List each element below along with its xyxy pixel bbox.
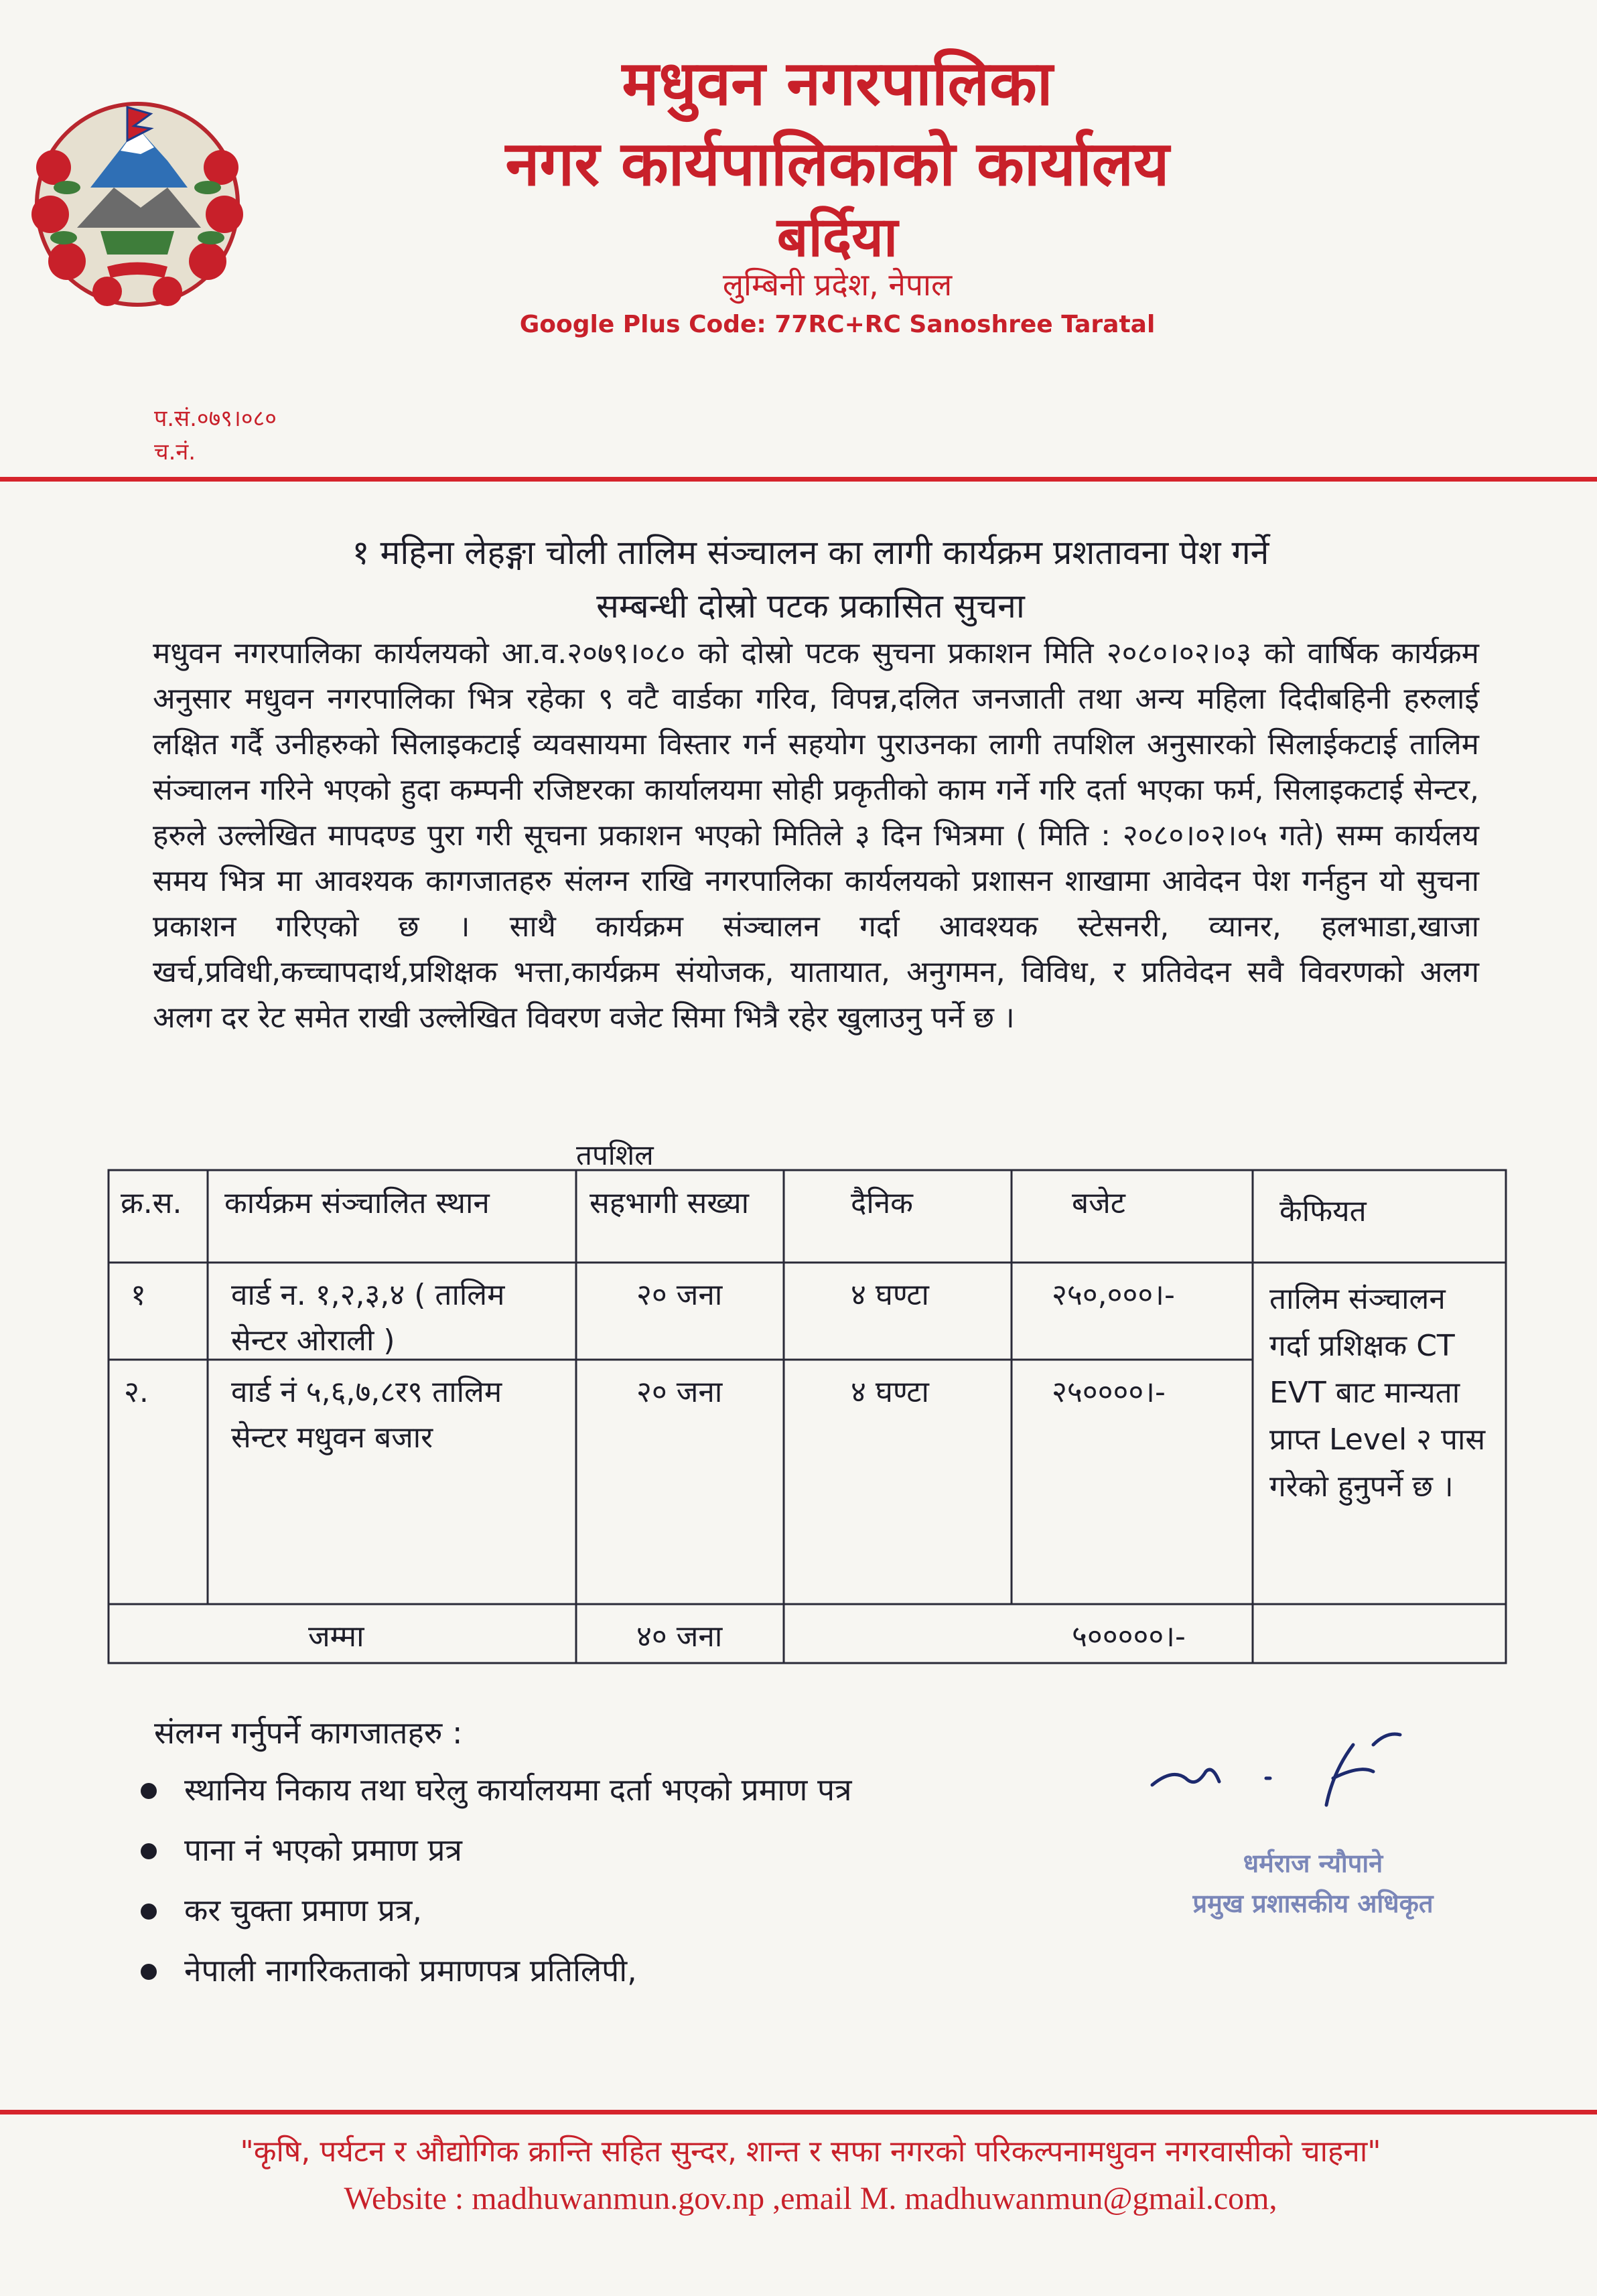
footer-divider — [0, 2110, 1597, 2114]
col-header-participants: सहभागी सख्या — [589, 1186, 749, 1220]
row1-place: वार्ड न. १,२,३,४ ( तालिम सेन्टर ओराली ) — [231, 1278, 505, 1358]
bullet-icon — [141, 1843, 157, 1859]
notice-body: मधुवन नगरपालिका कार्यलयको आ.व.२०७९।०८० को दोस्रो पटक सुचना प्रकाशन मिति २०८०।०२।०३ को वार्षिक कार्यक्रम अनुसार मधुवन नगरपालिका भित्र रहेका ९ वटै वार्डका गरिव, विपन्न,दलित जनजाती तथा अन्य महिला दिदीबहिनी हरुलाई लक्षित गर्दै उनीहरुको सिलाइकटाई व्यवसायमा विस्तार गर्न सहयोग पुराउनका लागी तपशिल अनुसारको सिलाईकटाई तालिम संञ्चालन गरिने भएको हुदा कम्पनी रजिष्टरका कार्यालयमा सोही प्रकृतीको काम गर्ने गरि दर्ता भएका फर्म, सिलाइकटाई सेन्टर, हरुले उल्लेखित मापदण्ड पुरा गरी सूचना प्रकाशन भएको मितिले ३ दिन भित्रमा ( मिति : २०८०।०२।०५ गते) सम्म कार्यलय समय भित्र मा आवश्यक कागजातहरु संलग्न राखि नगरपालिका कार्यलयको प्रशासन शाखामा आवेदन पेश गर्नहुन यो सुचना प्रकाशन गरिएको छ । साथै कार्यक्रम संञ्चालन गर्दा आवश्यक स्टेसनरी, व्यानर, हलभाडा,खाजा खर्च,प्रविधी,कच्चापदार्थ,प्रशिक्षक भत्ता,कार्यक्रम संयोजक, यातायात, अनुगमन, विविध, र प्रतिवेदन सवै विवरणको अलग अलग दर रेट समेत राखी उल्लेखित विवरण वजेट सिमा भित्रै रहेर खुलाउनु पर्ने छ । — [153, 636, 1479, 1035]
office-province: लुम्बिनी प्रदेश, नेपाल — [722, 267, 953, 303]
office-name: मधुवन नगरपालिका — [622, 48, 1053, 119]
notice-title-line2: सम्बन्धी दोस्रो पटक प्रकासित सुचना — [596, 587, 1025, 626]
signature-icon — [1132, 1705, 1480, 1839]
row2-sn: २. — [124, 1375, 149, 1409]
office-subtitle: नगर कार्यपालिकाको कार्यालय — [505, 128, 1170, 200]
bullet-icon — [141, 1904, 157, 1920]
reference-number: प.सं.०७९।०८० — [154, 405, 277, 432]
total-label: जम्मा — [308, 1620, 364, 1654]
row2-daily: ४ घण्टा — [851, 1375, 929, 1409]
col-header-remarks: कैफियत — [1279, 1194, 1367, 1228]
col-header-sn: क्र.स. — [121, 1186, 182, 1220]
row1-participants: २० जना — [636, 1278, 723, 1312]
footer-contact: Website : madhuwanmun.gov.np ,email M. madhuwanmun@gmail.com, — [344, 2181, 1277, 2216]
table-caption: तपशिल — [576, 1139, 654, 1171]
row2-budget: २५००००।- — [1052, 1375, 1166, 1409]
col-header-daily: दैनिक — [851, 1186, 913, 1220]
signatory-title: प्रमुख प्रशासकीय अधिकृत — [1192, 1889, 1434, 1918]
col-header-budget: बजेट — [1072, 1186, 1125, 1220]
attachment-item: पाना नं भएको प्रमाण प्रत्र — [184, 1832, 462, 1868]
row1-daily: ४ घण्टा — [851, 1278, 929, 1312]
office-district: बर्दिया — [776, 206, 898, 269]
bullet-icon — [141, 1964, 157, 1980]
nepal-emblem-icon — [27, 87, 248, 308]
row2-participants: २० जना — [636, 1375, 723, 1409]
attachments-heading: संलग्न गर्नुपर्ने कागजातहरु : — [154, 1715, 463, 1751]
remarks-cell: तालिम संञ्चालन गर्दा प्रशिक्षक CT EVT बाट मान्यता प्राप्त Level २ पास गरेको हुनुपर्ने छ । — [1269, 1282, 1486, 1504]
header-divider — [0, 477, 1597, 482]
plus-code: Google Plus Code: 77RC+RC Sanoshree Taratal — [519, 311, 1156, 338]
total-budget: ५०००००।- — [1072, 1620, 1186, 1654]
attachment-item: स्थानिय निकाय तथा घरेलु कार्यालयमा दर्ता भएको प्रमाण पत्र — [184, 1772, 852, 1808]
schedule-table — [107, 1169, 1507, 1664]
footer-slogan: "कृषि, पर्यटन र औद्योगिक क्रान्ति सहित सुन्दर, शान्त र सफा नगरको परिकल्पनामधुवन नगरवासीको चाहना" — [240, 2135, 1381, 2169]
signatory-name: धर्मराज न्यौपाने — [1243, 1849, 1383, 1878]
attachment-item: कर चुक्ता प्रमाण प्रत्र, — [184, 1892, 423, 1928]
total-participants: ४० जना — [636, 1620, 723, 1654]
bullet-icon — [141, 1783, 157, 1799]
row2-place: वार्ड नं ५,६,७,८र९ तालिम सेन्टर मधुवन बजार — [231, 1375, 502, 1455]
dispatch-number: च.नं. — [154, 439, 196, 465]
attachment-item: नेपाली नागरिकताको प्रमाणपत्र प्रतिलिपी, — [184, 1952, 637, 1989]
row1-sn: १ — [131, 1278, 146, 1312]
notice-title-line1: १ महिना लेहङ्गा चोली तालिम संञ्चालन का लागी कार्यक्रम प्रशतावना पेश गर्ने — [352, 533, 1269, 572]
row1-budget: २५०,०००।- — [1052, 1278, 1175, 1312]
col-header-place: कार्यक्रम संञ्चालित स्थान — [224, 1186, 490, 1220]
